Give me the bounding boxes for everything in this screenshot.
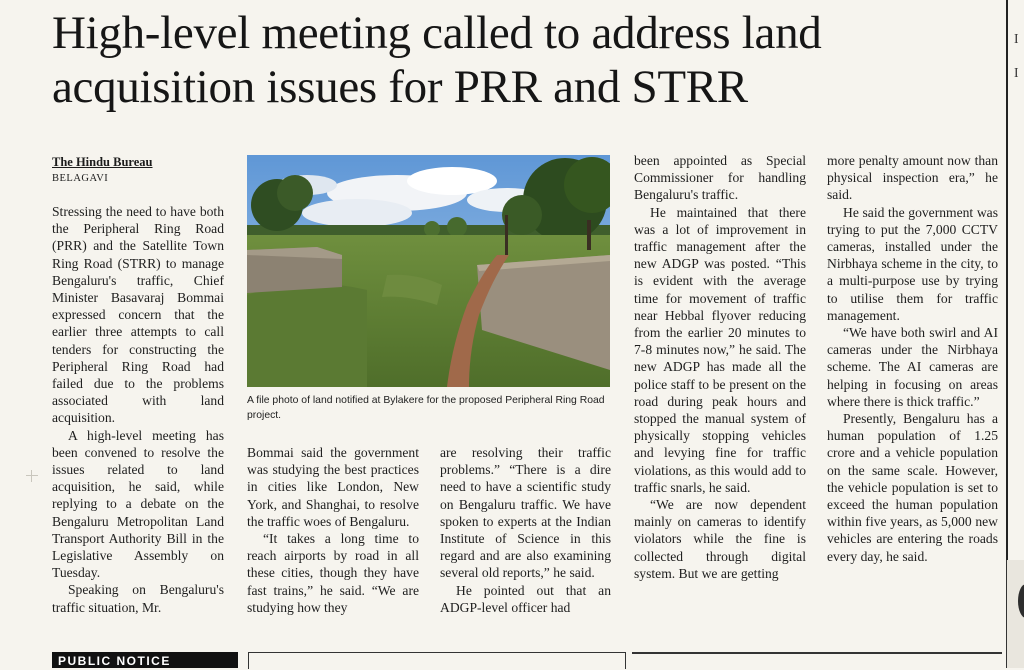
landscape-photo-icon [247,155,610,387]
paragraph: are resolving their traffic problems.” “There is a dire need to have a scientific study on Bengaluru traffic. We have spoken to experts at the Indian Institute of Science in this regard and are also examining several old reports,” he said. [440,445,611,581]
photo-caption: A file photo of land notified at Bylakere for the proposed Peripheral Ring Road project. [247,395,605,421]
public-notice-banner [52,652,238,668]
article-photo [247,155,610,387]
article-column-3 [440,444,611,616]
paragraph: Stressing the need to have both the Peripheral Ring Road (PRR) and the Satellite Town Ring Road (STRR) to manage Bengaluru's traffic, Chief Minister Basavaraj Bommai expressed concern that the earlier three attempts to call tenders for constructing the Peripheral Ring Road had failed due to the problems associated with land acquisition. [52,204,224,426]
article-column-2 [247,444,419,616]
paragraph: “We have both swirl and AI cameras under the Nirbhaya scheme. The AI cameras are helping in focusing on areas where there is thick traffic.” [827,325,998,409]
paragraph: more penalty amount now than physical inspection era,” he said. [827,153,998,203]
article-headline: High-level meeting called to address land acquisition issues for PRR and STRR [52,7,822,113]
article-column-4 [634,152,806,582]
paragraph: Bommai said the government was studying the best practices in cities like London, New York, and Shanghai, to resolve the traffic woes of Bengaluru. [247,445,419,529]
article-column-1 [52,203,224,616]
byline-author: The Hindu Bureau [52,155,153,169]
byline-block [52,155,242,184]
bottom-ad-box [248,652,626,669]
column-divider [1006,0,1008,560]
paragraph: been appointed as Special Commissioner for handling Bengaluru's traffic. [634,153,806,203]
paragraph: A high-level meeting has been convened to resolve the issues related to land acquisition, he said, while replying to a debate on the Bengaluru Metropolitan Land Transport Authority Bill in the Legislative Assembly on Tuesday. [52,427,224,581]
paragraph: He maintained that there was a lot of improvement in traffic management after the new ADGP was posted. “This is evident with the average time for movement of traffic near Hebbal flyover reducing from the earlier 20 minutes to 7-8 minutes now,” he said. The new ADGP has made all the police staff to be present on the road during peak hours and stopped the manual system of physically stopping vehicles and levying fine for traffic violations, as this would add to traffic snarls, he said. [634,204,806,495]
paragraph: He pointed out that an ADGP-level officer had [440,582,611,615]
paragraph: Presently, Bengaluru has a human population of 1.25 crore and a vehicle population on the same scale. However, the vehicle population is set to exceed the human population within five years, as 5,000 new vehicles are entering the roads every day, he said. [827,411,998,564]
paragraph: He said the government was trying to put the 7,000 CCTV cameras, installed under the Nirbhaya scheme in the city, to a multi-purpose use by trying to utilise them for traffic management. [827,204,998,323]
registration-mark-icon [26,470,38,482]
bottom-ad-box-2 [632,652,1002,670]
article-column-5 [827,152,998,565]
dateline: BELAGAVI [52,173,109,184]
paragraph: Speaking on Bengaluru's traffic situation, Mr. [52,582,224,615]
public-notice-label: PUBLIC NOTICE [58,654,171,668]
paragraph: “It takes a long time to reach airports by road in all these cities, though they have fast trains,” he said. “We are studying how they [247,531,419,615]
adjacent-article-fragment: I I [1014,31,1019,81]
paragraph: “We are now dependent mainly on cameras to identify violators while the fine is collected through digital system. But we are getting [634,497,806,581]
